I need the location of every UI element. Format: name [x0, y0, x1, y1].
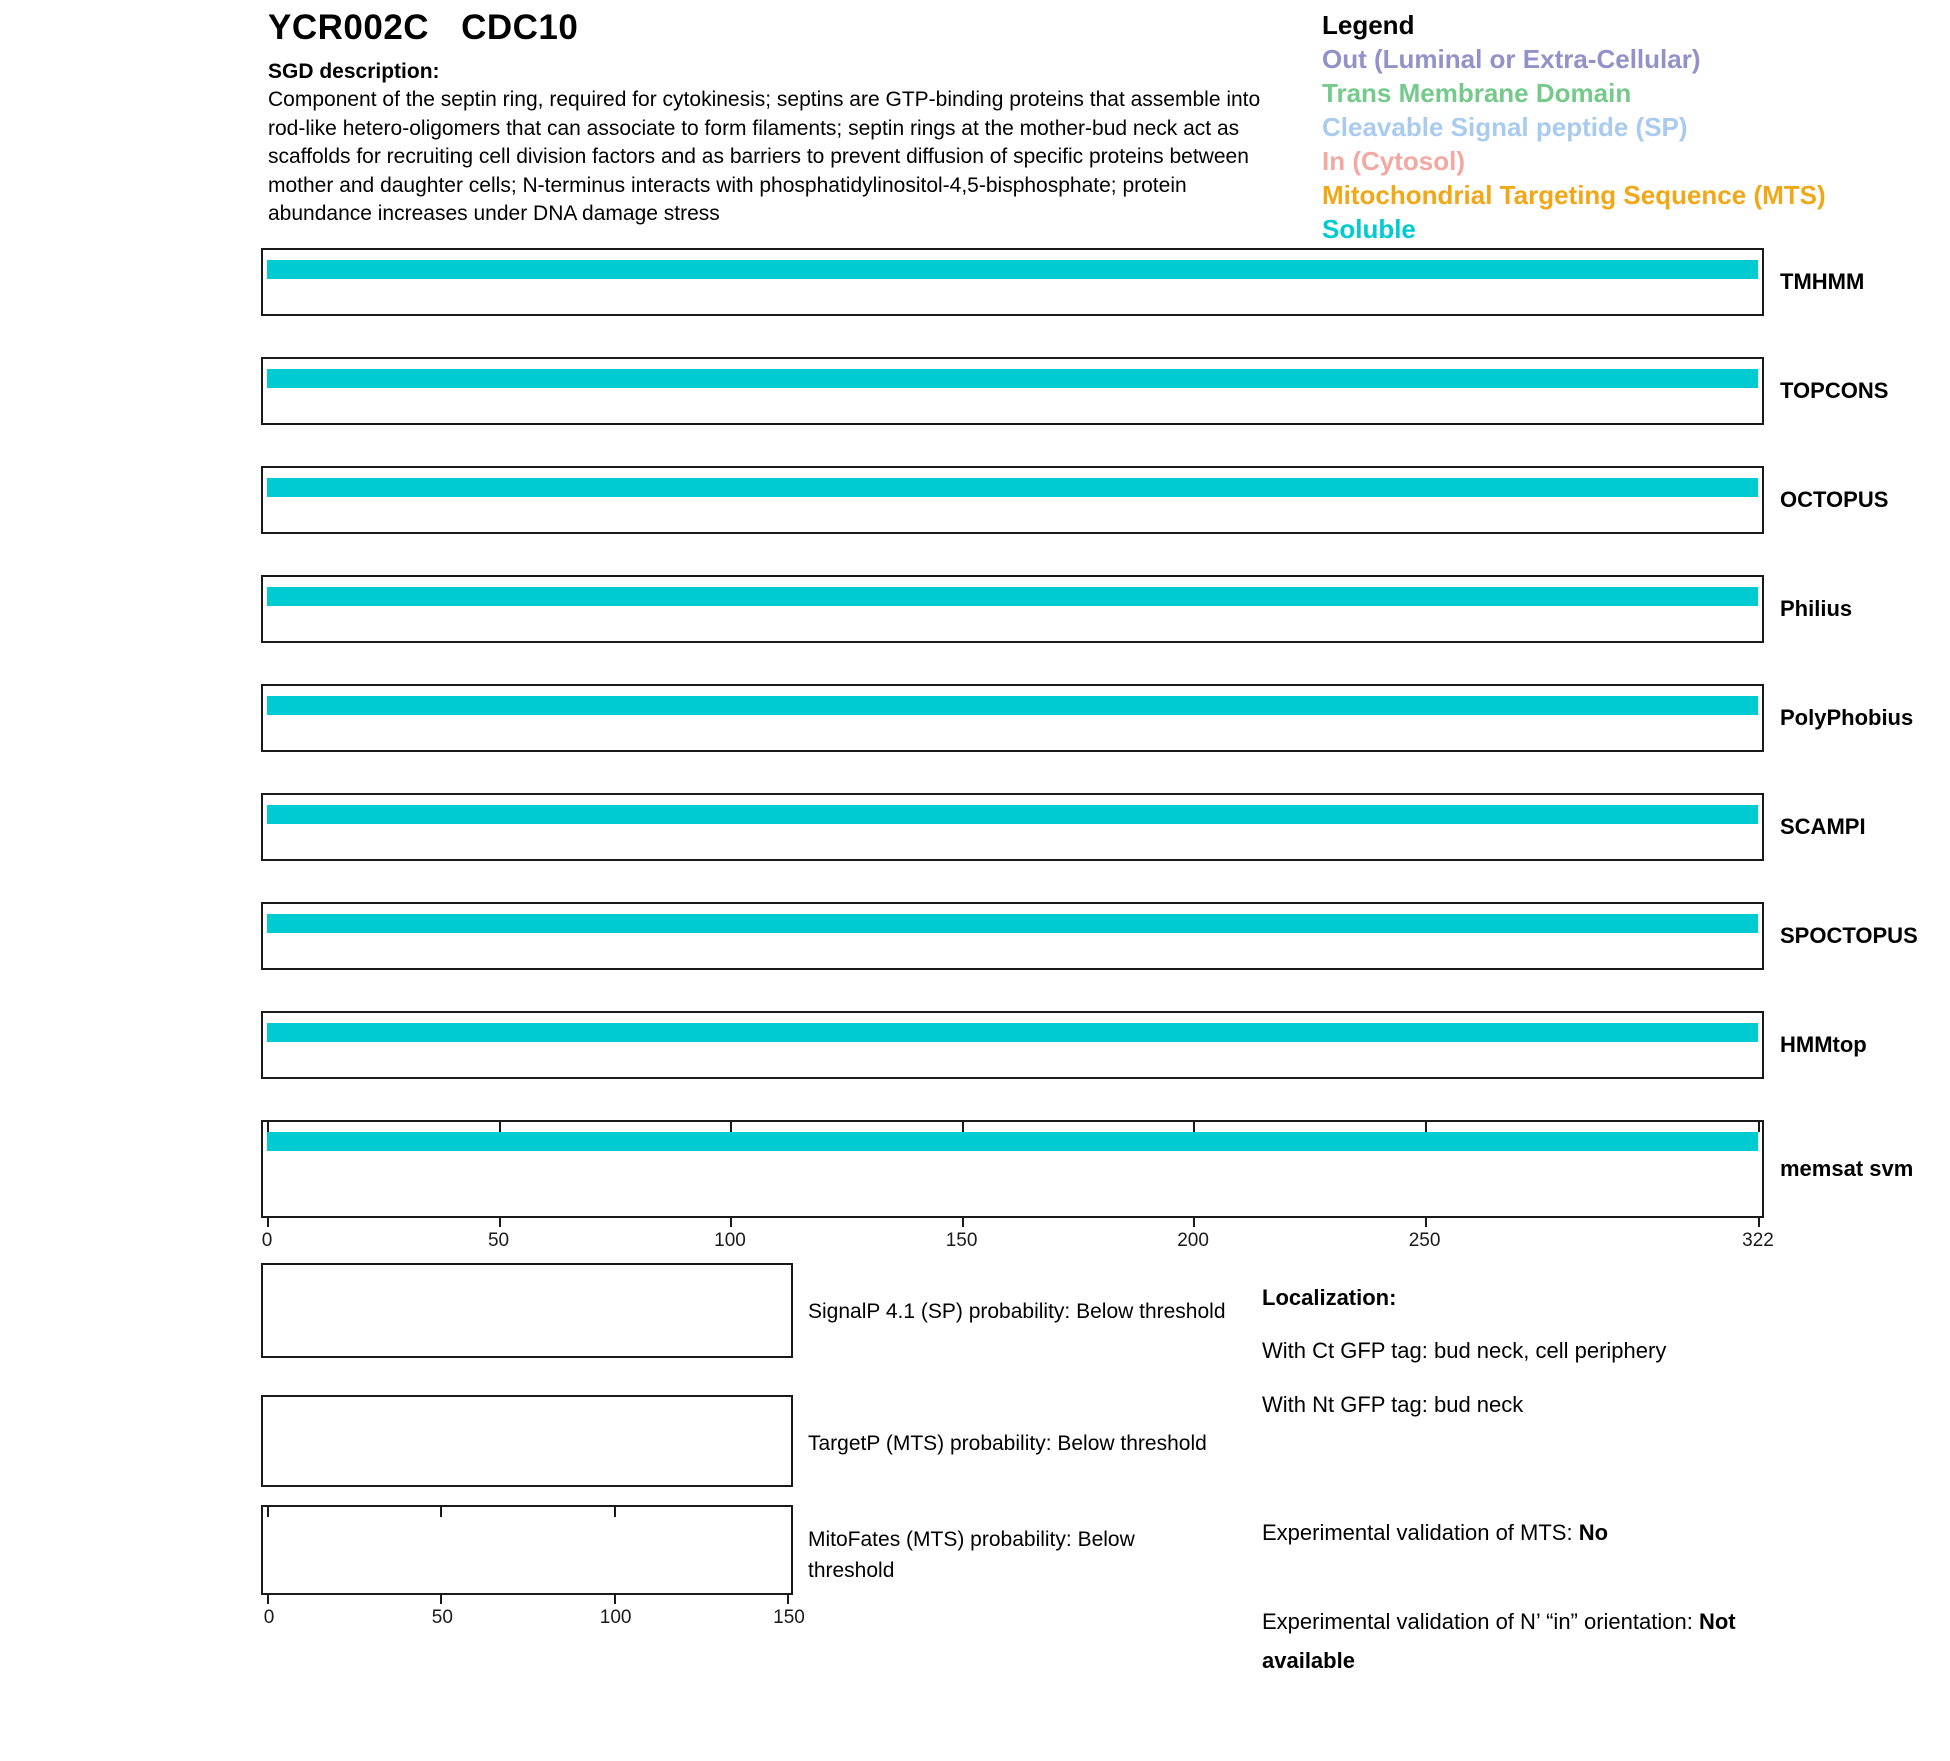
sgd-description-label: SGD description: [268, 60, 440, 83]
axis-tick [614, 1507, 616, 1517]
orientation-validation [1262, 1602, 1810, 1680]
soluble-segment-bar [267, 696, 1758, 715]
legend-item-6: Soluble [1322, 214, 1416, 244]
axis-tick-label: 150 [945, 1230, 978, 1251]
axis-tick [499, 1122, 501, 1132]
axis-tick [267, 1595, 269, 1604]
soluble-segment-bar [267, 1132, 1758, 1151]
track-plot-area [261, 1011, 1764, 1079]
axis-tick [267, 1218, 269, 1227]
axis-tick [614, 1595, 616, 1604]
ct-gfp-localization: With Ct GFP tag: bud neck, cell periphery [1262, 1338, 1667, 1363]
track-row [261, 466, 1764, 534]
axis-tick-label: 50 [431, 1607, 453, 1628]
legend-heading: Legend [1322, 10, 1415, 40]
axis-tick [1425, 1122, 1427, 1132]
track-plot-area [261, 793, 1764, 861]
track-plot-area [261, 575, 1764, 643]
axis-tick-label: 0 [261, 1230, 273, 1251]
soluble-segment-bar [267, 260, 1758, 279]
legend-items [1322, 42, 1826, 246]
track-plot-area [261, 902, 1764, 970]
track-label-memsat-svm: memsat svm [1780, 1156, 1914, 1181]
probability-plot-label-2: TargetP (MTS) probability: Below threshold [808, 1432, 1207, 1455]
track-row [261, 684, 1764, 752]
track-plot-area [261, 684, 1764, 752]
axis-tick [1425, 1218, 1427, 1227]
legend [1322, 8, 1826, 246]
probability-plot-label-1: SignalP 4.1 (SP) probability: Below threshold [808, 1300, 1226, 1323]
axis-tick [440, 1595, 442, 1604]
track-plot-area [261, 357, 1764, 425]
probability-plot-label-3: MitoFates (MTS) probability: Below threshold [808, 1528, 1135, 1582]
axis-tick [440, 1507, 442, 1517]
track-label-hmmtop: HMMtop [1780, 1032, 1867, 1057]
axis-tick [1193, 1218, 1195, 1227]
gene-name: CDC10 [461, 8, 579, 47]
axis-tick [962, 1218, 964, 1227]
track-label-tmhmm: TMHMM [1780, 269, 1865, 294]
track-label-octopus: OCTOPUS [1780, 487, 1889, 512]
orientation-validation-label: Experimental validation of N’ “in” orientation: [1262, 1609, 1699, 1634]
axis-tick-label: 100 [599, 1607, 632, 1628]
mts-validation-label: Experimental validation of MTS: [1262, 1520, 1579, 1545]
nt-gfp-localization: With Nt GFP tag: bud neck [1262, 1392, 1524, 1417]
soluble-segment-bar [267, 1023, 1758, 1042]
soluble-segment-bar [267, 369, 1758, 388]
axis-tick [962, 1122, 964, 1132]
track-label-polyphobius: PolyPhobius [1780, 705, 1914, 730]
legend-item-2: Trans Membrane Domain [1322, 78, 1632, 108]
legend-item-1: Out (Luminal or Extra-Cellular) [1322, 44, 1701, 74]
legend-item-5: Mitochondrial Targeting Sequence (MTS) [1322, 180, 1826, 210]
orientation-validation-value: Not available [1262, 1609, 1736, 1673]
probability-plot-2 [261, 1395, 793, 1487]
mts-validation [1262, 1520, 1608, 1546]
axis-tick [499, 1218, 501, 1227]
axis-tick [730, 1122, 732, 1132]
track-row [261, 575, 1764, 643]
track-row [261, 1120, 1764, 1218]
track-row [261, 248, 1764, 316]
axis-tick-label: 250 [1408, 1230, 1441, 1251]
probability-plot-3 [261, 1505, 805, 1628]
track-plot-area [261, 466, 1764, 534]
track-row [261, 1011, 1764, 1079]
localization-heading: Localization: [1262, 1285, 1397, 1310]
axis-tick-label: 322 [1742, 1230, 1774, 1251]
track-row [261, 357, 1764, 425]
track-row [261, 902, 1764, 970]
soluble-segment-bar [267, 805, 1758, 824]
soluble-segment-bar [267, 587, 1758, 606]
track-label-philius: Philius [1780, 596, 1853, 621]
axis-tick [730, 1218, 732, 1227]
axis-tick [267, 1122, 269, 1132]
axis-tick [1758, 1122, 1760, 1132]
legend-item-3: Cleavable Signal peptide (SP) [1322, 112, 1688, 142]
track-label-topcons: TOPCONS [1780, 378, 1889, 403]
axis-tick-label: 50 [487, 1230, 510, 1251]
axis-tick [267, 1507, 269, 1517]
soluble-segment-bar [267, 478, 1758, 497]
legend-item-4: In (Cytosol) [1322, 146, 1465, 176]
track-label-spoctopus: SPOCTOPUS [1780, 923, 1918, 948]
axis-tick [787, 1595, 789, 1604]
axis-tick-label: 100 [714, 1230, 746, 1251]
axis-tick-label: 150 [773, 1607, 805, 1628]
track-plot-area [261, 248, 1764, 316]
sgd-description-text: Component of the septin ring, required for cytokinesis; septins are GTP-binding proteins that assemble into rod-like hetero-oligomers that can associate to form filaments; septin rings at the mother-bud neck act as scaffolds for recruiting cell division factors and as barriers to prevent diffusion of specific proteins between mother and daughter cells; N-terminus interacts with phosphatidylinositol-4,5-bisphosphate; protein abundance increases under DNA damage stress [268, 88, 1261, 225]
track-label-scampi: SCAMPI [1780, 814, 1866, 839]
axis-tick-label: 0 [263, 1607, 275, 1628]
axis-tick-label: 200 [1177, 1230, 1209, 1251]
track-row [261, 793, 1764, 861]
soluble-segment-bar [267, 914, 1758, 933]
page-title [268, 8, 578, 48]
axis-tick [1193, 1122, 1195, 1132]
axis-tick [1758, 1218, 1760, 1227]
probability-plot-1 [261, 1263, 793, 1358]
mts-validation-value: No [1578, 1520, 1609, 1545]
orf-name: YCR002C [268, 8, 430, 47]
